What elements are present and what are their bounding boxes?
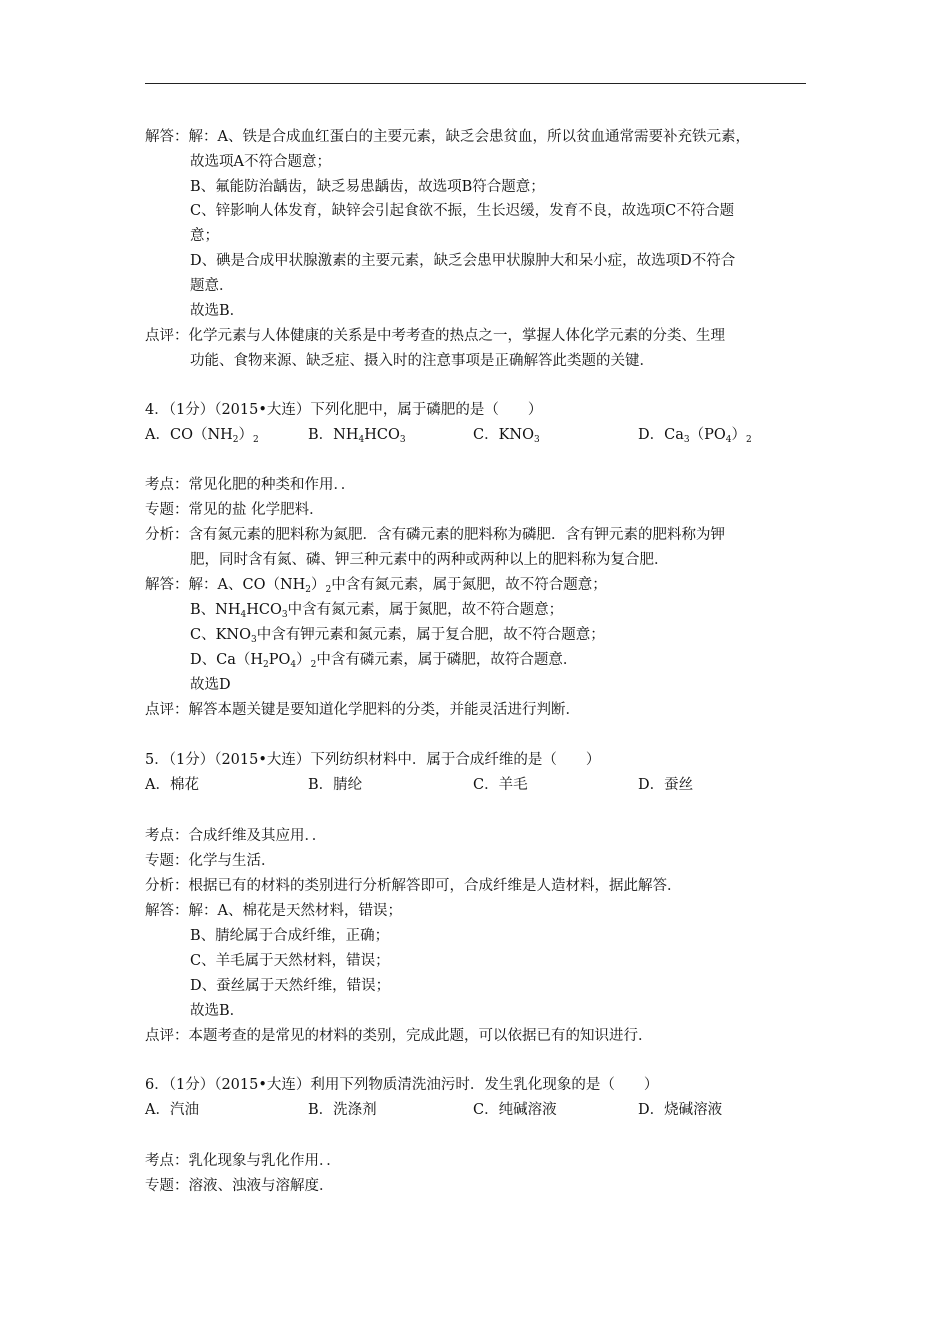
q4-answer-a: 解答：解：A、$CO(NH_2)_2$中含有氮元素，属于氮肥，故不符合题意； [145, 577, 607, 595]
q5-comment: 点评：本题考查的是常见的材料的类别，完成此题，可以依据已有的知识进行． [145, 1028, 653, 1044]
q5-fenxi: 分析：根据已有的材料的类别进行分析解答即可，合成纤维是人造材料，据此解答． [145, 878, 682, 894]
q4-option-a: A．$CO(NH_2)_2$ [145, 427, 259, 445]
q6-option-b: B．洗涤剂 [308, 1102, 377, 1118]
q5-option-c: C．羊毛 [473, 777, 528, 793]
q4-option-c: C．$KNO_3$ [473, 427, 540, 445]
q4-fenxi-cont: 肥，同时含有氮、磷、钾三种元素中的两种或两种以上的肥料称为复合肥． [190, 552, 669, 568]
q5-answer-b: B、腈纶属于合成纤维，正确； [190, 928, 390, 944]
q4-option-d: D．$Ca_3(PO_4)_2$ [638, 427, 752, 445]
q6-option-d: D．烧碱溶液 [638, 1102, 723, 1118]
answer-line: 意； [190, 228, 219, 244]
q5-option-a: A．棉花 [145, 777, 199, 793]
question-5-stem: 5．（1分）（2015•大连）下列纺织材料中．属于合成纤维的是（ ） [145, 752, 601, 768]
q4-answer-b: B、$NH_4HCO_3$中含有氮元素，属于氮肥，故不符合题意； [190, 602, 564, 620]
q4-choice: 故选D [190, 677, 231, 693]
q5-choice: 故选B． [190, 1003, 245, 1019]
q4-option-b: B．$NH_4HCO_3$ [308, 427, 406, 445]
answer-choice: 故选B． [190, 303, 245, 319]
answer-line: B、氟能防治龋齿，缺乏易患龋齿，故选项B符合题意； [190, 179, 545, 195]
q6-option-a: A．汽油 [145, 1102, 199, 1118]
q4-answer-d: D、$Ca(H_2PO_4)_2$中含有磷元素，属于磷肥，故符合题意． [190, 652, 578, 670]
q4-kaodian: 考点：常见化肥的种类和作用．． [145, 477, 356, 493]
answer-line: 解答：解：A、铁是合成血红蛋白的主要元素，缺乏会患贫血，所以贫血通常需要补充铁元素， [145, 129, 750, 145]
answer-label: 解答： [145, 129, 189, 145]
q4-fenxi: 分析：含有氮元素的肥料称为氮肥．含有磷元素的肥料称为磷肥．含有钾元素的肥料称为钾 [145, 527, 725, 543]
header-rule [145, 83, 806, 84]
q6-zhuanti: 专题：溶液、浊液与溶解度． [145, 1178, 334, 1194]
comment-label: 点评： [145, 328, 189, 344]
q4-zhuanti: 专题：常见的盐 化学肥料． [145, 502, 324, 518]
q5-answer-d: D、蚕丝属于天然纤维，错误； [190, 978, 391, 994]
answer-line: C、锌影响人体发育，缺锌会引起食欲不振，生长迟缓，发育不良，故选项C不符合题 [190, 203, 735, 219]
answer-line: 题意． [190, 278, 234, 294]
q5-zhuanti: 专题：化学与生活． [145, 853, 276, 869]
q5-kaodian: 考点：合成纤维及其应用．． [145, 828, 327, 844]
q4-comment: 点评：解答本题关键是要知道化学肥料的分类，并能灵活进行判断． [145, 702, 580, 718]
q6-kaodian: 考点：乳化现象与乳化作用．． [145, 1153, 341, 1169]
q5-option-b: B．腈纶 [308, 777, 363, 793]
comment-line: 点评：化学元素与人体健康的关系是中考考查的热点之一，掌握人体化学元素的分类、生理 [145, 328, 725, 344]
q5-option-d: D．蚕丝 [638, 777, 694, 793]
q5-answer-a: 解答：解：A、棉花是天然材料，错误； [145, 903, 402, 919]
q4-answer-c: C、$KNO_3$中含有钾元素和氮元素，属于复合肥，故不符合题意； [190, 627, 605, 645]
answer-line: 故选项A不符合题意； [190, 154, 331, 170]
q5-answer-c: C、羊毛属于天然材料，错误； [190, 953, 390, 969]
answer-line: D、碘是合成甲状腺激素的主要元素，缺乏会患甲状腺肿大和呆小症，故选项D不符合 [190, 253, 736, 269]
question-6-stem: 6．（1分）（2015•大连）利用下列物质清洗油污时．发生乳化现象的是（ ） [145, 1077, 659, 1093]
q6-option-c: C．纯碱溶液 [473, 1102, 557, 1118]
comment-line: 功能、食物来源、缺乏症、摄入时的注意事项是正确解答此类题的关键． [190, 353, 654, 369]
question-4-stem: 4．（1分）（2015•大连）下列化肥中，属于磷肥的是（ ） [145, 402, 543, 418]
